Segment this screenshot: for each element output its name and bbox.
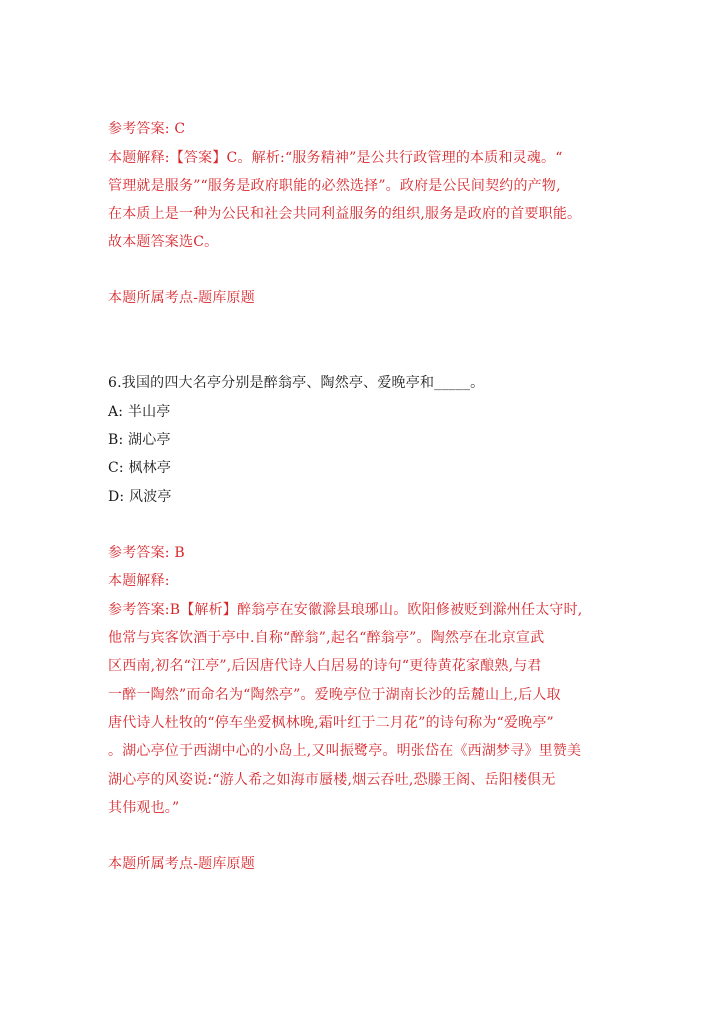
explanation-line: 。湖心亭位于西湖中心的小岛上,又叫振鹭亭。明张岱在《西湖梦寻》里赞美: [108, 743, 582, 759]
question-stem: 6.我国的四大名亭分别是醉翁亭、陶然亭、爱晚亭和_____。: [108, 375, 485, 391]
explanation-line: 湖心亭的风姿说:“游人希之如海市蜃楼,烟云吞吐,恐滕王阁、岳阳楼俱无: [108, 772, 556, 788]
explanation-line: 故本题答案选C。: [108, 234, 219, 250]
explanation-line: 其伟观也。”: [108, 800, 180, 816]
explanation-line: 参考答案:B【解析】醉翁亭在安徽滁县琅琊山。欧阳修被贬到滁州任太守时,: [108, 602, 583, 618]
answer-line: 参考答案: C: [108, 121, 186, 137]
source-note: 本题所属考点-题库原题: [108, 856, 255, 872]
explanation-line: 一醉一陶然”而命名为“陶然亭”。爱晚亭位于湖南长沙的岳麓山上,后人取: [108, 687, 561, 703]
explanation-line: 他常与宾客饮酒于亭中.自称“醉翁”,起名“醉翁亭”。陶然亭在北京宣武: [108, 630, 545, 646]
source-note: 本题所属考点-题库原题: [108, 290, 255, 306]
option-d: D: 风波亭: [108, 489, 172, 505]
explanation-line: 唐代诗人杜牧的“停车坐爱枫林晚,霜叶红于二月花”的诗句称为“爱晚亭”: [108, 715, 554, 731]
option-c: C: 枫林亭: [108, 460, 172, 476]
answer-line: 参考答案: B: [108, 545, 185, 561]
explanation-line: 管理就是服务”“服务是政府职能的必然选择”。政府是公民间契约的产物,: [108, 178, 561, 194]
explanation-line: 区西南,初名“江亭”,后因唐代诗人白居易的诗句“更待黄花家酿熟,与君: [108, 658, 542, 674]
option-a: A: 半山亭: [108, 404, 171, 420]
option-b: B: 湖心亭: [108, 432, 171, 448]
explanation-label: 本题解释:: [108, 573, 170, 589]
explanation-line: 在本质上是一种为公民和社会共同利益服务的组织,服务是政府的首要职能。: [108, 206, 582, 222]
explanation-line: 本题解释:【答案】C。解析:“服务精神”是公共行政管理的本质和灵魂。“: [108, 150, 563, 166]
